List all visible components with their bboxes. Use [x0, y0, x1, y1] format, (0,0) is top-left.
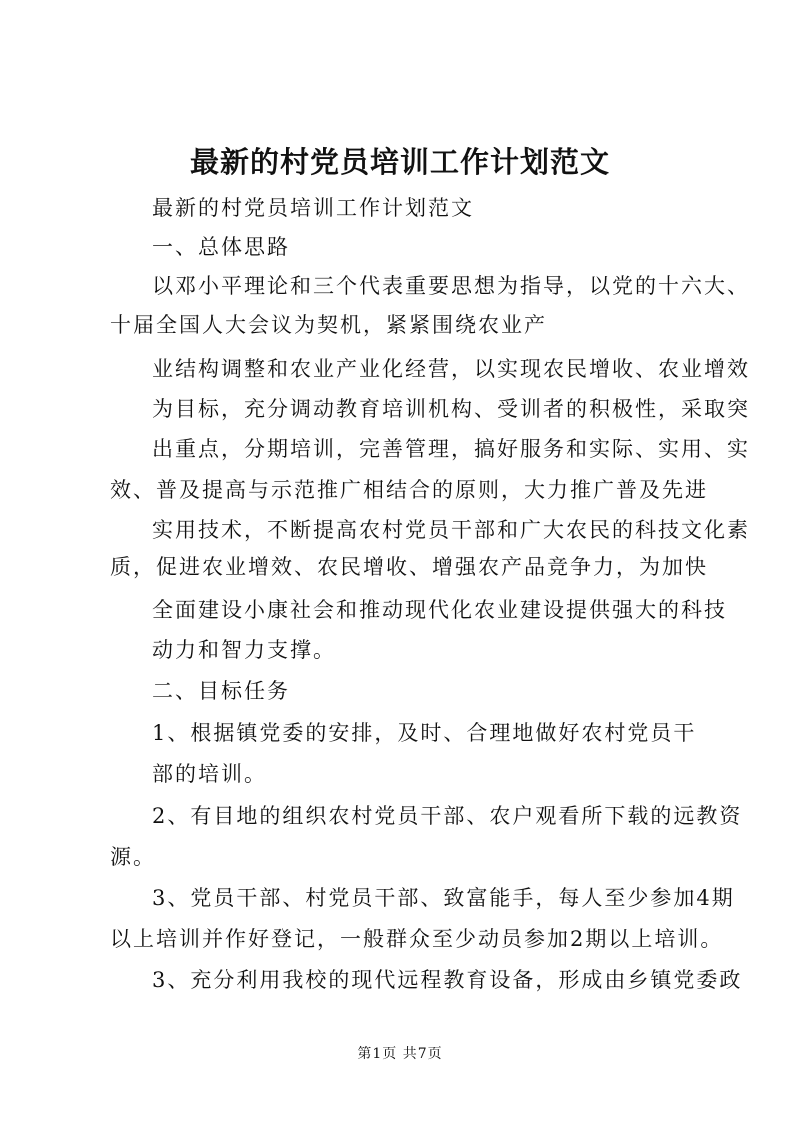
body-line: 为目标，充分调动教育培训机构、受训者的积极性，采取突 [152, 397, 750, 421]
body-line: 2、有目地的组织农村党员干部、农户观看所下载的远教资 [152, 804, 743, 828]
page-footer: 第1页 共7页 [357, 1046, 443, 1062]
body-line: 实用技术，不断提高农村党员干部和广大农民的科技文化素 [152, 518, 750, 542]
body-line: 出重点，分期培训，完善管理，搞好服务和实际、实用、实 [152, 437, 750, 461]
section-heading: 二、目标任务 [152, 679, 290, 703]
body-line: 部的培训。 [152, 762, 267, 786]
body-line: 3、充分利用我校的现代远程教育设备，形成由乡镇党委政 [152, 968, 743, 992]
body-line: 十届全国人大会议为契机，紧紧围绕农业产 [110, 313, 547, 337]
body-line: 以上培训并作好登记，一般群众至少动员参加2期以上培训。 [110, 927, 724, 951]
body-line: 3、党员干部、村党员干部、致富能手，每人至少参加4期 [152, 886, 735, 910]
body-line: 源。 [110, 845, 156, 869]
section-heading: 一、总体思路 [152, 235, 290, 259]
page-title: 最新的村党员培训工作计划范文 [189, 145, 610, 179]
body-line: 最新的村党员培训工作计划范文 [152, 196, 474, 220]
body-line: 动力和智力支撑。 [152, 638, 336, 662]
body-line: 全面建设小康社会和推动现代化农业建设提供强大的科技 [152, 598, 727, 622]
body-line: 效、普及提高与示范推广相结合的原则，大力推广普及先进 [110, 478, 708, 502]
body-line: 质，促进农业增效、农民增收、增强农产品竞争力，为加快 [110, 555, 708, 579]
body-line: 1、根据镇党委的安排，及时、合理地做好农村党员干 [152, 721, 697, 745]
body-line: 以邓小平理论和三个代表重要思想为指导，以党的十六大、 [152, 274, 750, 298]
body-line: 业结构调整和农业产业化经营，以实现农民增收、农业增效 [152, 357, 750, 381]
